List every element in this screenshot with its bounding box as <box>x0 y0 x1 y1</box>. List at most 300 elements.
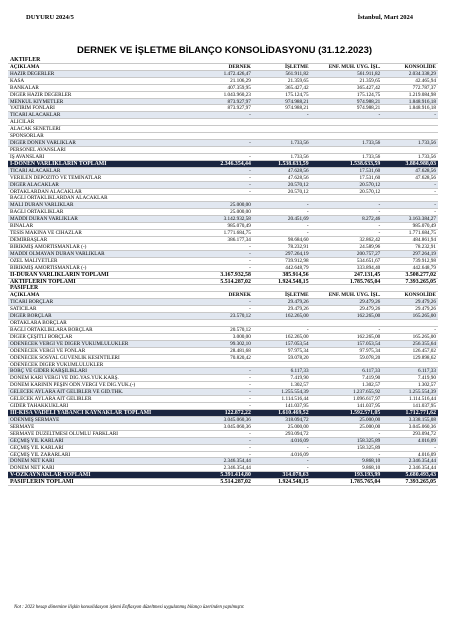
row-label: MALİ DURAN VARLIKLAR <box>10 202 74 209</box>
value-cell: İŞLETME <box>284 63 309 70</box>
value-cell: 7.419,90 <box>362 375 381 382</box>
table-row <box>8 251 438 258</box>
value-cell: - <box>306 230 309 237</box>
value-cell <box>251 126 309 132</box>
value-cell: 20.570,12 <box>287 188 309 195</box>
value-cell: 974.988,21 <box>285 105 309 112</box>
value-cell: 1.733,56 <box>290 140 309 147</box>
value-cell: 873.927,97 <box>227 98 251 105</box>
value-cell: 78.232,91 <box>287 243 309 250</box>
row-label: TİCARİ BORÇLAR <box>10 299 54 306</box>
row-label: BİRİKMİŞ AMORTİSMANLAR (-) <box>10 264 87 271</box>
row-label: MADDİ DURAN VARLIKLAR <box>10 216 78 223</box>
value-cell: 158.325,89 <box>356 444 381 451</box>
table-row <box>8 375 438 382</box>
value-cell: 1.114.516,44 <box>281 396 309 403</box>
value-cell: 297.264,19 <box>285 250 309 257</box>
value-cell: - <box>249 174 251 181</box>
table-row <box>8 223 438 230</box>
value-cell: - <box>434 326 436 333</box>
value-cell <box>380 195 438 201</box>
value-cell: 2.346.354,44 <box>223 458 251 465</box>
value-cell: 25.000,00 <box>230 209 251 216</box>
row-label: SERMAYE DÜZELTMESİ OLUMLU FARKLARI <box>10 430 119 437</box>
table-row <box>8 230 438 237</box>
value-cell: 24.589,96 <box>359 243 381 250</box>
value-cell: - <box>378 202 381 209</box>
value-cell: 974.988,21 <box>356 98 381 105</box>
value-cell: - <box>434 209 436 216</box>
value-cell: - <box>249 153 251 160</box>
table-row <box>8 417 438 424</box>
table-row <box>8 168 438 175</box>
row-label: AÇIKLAMA <box>10 292 40 299</box>
value-cell: 193.193,99 <box>354 472 381 479</box>
value-cell: DERNEK <box>228 292 251 299</box>
value-cell: 21.359,65 <box>287 77 309 84</box>
table-row <box>8 479 438 486</box>
row-label: BİRİKMİŞ AMORTİSMANLAR (-) <box>10 243 87 250</box>
value-cell: 1.610.469,52 <box>278 410 309 417</box>
value-cell: - <box>434 181 436 188</box>
value-cell: 165.265,00 <box>412 313 436 320</box>
value-cell <box>309 57 381 63</box>
value-cell: - <box>249 430 251 437</box>
value-cell: 141.037,95 <box>412 403 436 410</box>
footnote: Not : 2023 hesap dönemine ilişkin konsolidasyon işlemi Enflasyon düzeltmesi uygulanmış bilanço üzerinden yapılmıştır. <box>14 605 245 610</box>
value-cell: 2.346.354,44 <box>220 160 251 167</box>
table-row <box>8 355 438 362</box>
value-cell: 1.237.655,92 <box>353 389 381 396</box>
value-cell: 2.346.354,44 <box>223 465 251 472</box>
value-cell: 6.117,33 <box>418 368 436 375</box>
table-row <box>8 299 438 306</box>
value-cell: 1.733,56 <box>290 153 309 160</box>
value-cell: 32.862,42 <box>359 236 381 243</box>
value-cell: - <box>249 451 251 458</box>
table-row <box>8 320 438 327</box>
value-cell: 122.872,22 <box>224 410 251 417</box>
table-row <box>8 348 438 355</box>
value-cell <box>309 285 381 291</box>
row-label: BORÇ VE GİDER KARŞILIKLARI <box>10 368 87 375</box>
row-label: ÖDENECEK SOSYAL GÜVENLİK KESİNTİLERİ <box>10 354 120 361</box>
value-cell: 2.346.354,44 <box>408 458 436 465</box>
table-row <box>8 92 438 99</box>
row-label: VERİLEN DEPOZİTO VE TEMİNATLAR <box>10 174 102 181</box>
value-cell: - <box>378 112 381 119</box>
value-cell: 297.264,19 <box>412 250 436 257</box>
value-cell: 29.479,26 <box>287 306 309 313</box>
row-label: ALACAK SENETLERİ <box>10 126 61 133</box>
value-cell: 4.016,09 <box>290 437 309 444</box>
value-cell: 1.096.617,97 <box>353 396 381 403</box>
table-row <box>8 147 438 154</box>
row-label: MENKUL KIYMETLER <box>10 98 64 105</box>
value-cell: - <box>249 250 251 257</box>
table-row <box>8 438 438 445</box>
table-row <box>8 362 438 369</box>
value-cell: 247.131,45 <box>354 271 381 278</box>
row-label: SPONSORLAR <box>10 133 44 140</box>
value-cell: 974.988,21 <box>356 105 381 112</box>
row-label: PERSONEL AVANSLARI <box>10 146 66 153</box>
value-cell: 385.914,56 <box>282 271 309 278</box>
value-cell: 25.000,00 <box>230 202 251 209</box>
value-cell: 1.733,56 <box>362 153 381 160</box>
value-cell <box>380 126 438 132</box>
table-row <box>8 396 438 403</box>
value-cell: 29.479,26 <box>415 306 436 313</box>
row-label: DEMİRBAŞLAR <box>10 236 48 243</box>
value-cell <box>185 57 251 63</box>
value-cell: 5.391.414,80 <box>220 472 251 479</box>
value-cell: - <box>378 230 381 237</box>
row-label: PASİFLER <box>10 285 39 292</box>
value-cell <box>251 57 309 63</box>
value-cell: - <box>249 368 251 375</box>
row-label: GELECEK AYLARA AİT GELİRLER VE GİD.THK. <box>10 389 124 396</box>
value-cell: 9.868,10 <box>362 458 381 465</box>
value-cell: 1.538.633,59 <box>278 160 309 167</box>
value-cell: 256.355,64 <box>412 340 436 347</box>
value-cell: 1.848.916,18 <box>408 105 436 112</box>
value-cell: 7.393.265,05 <box>405 479 436 486</box>
table-row <box>8 472 438 479</box>
value-cell: 561.911,82 <box>357 70 381 77</box>
issue-number: DUYURU 2024/5 <box>26 14 74 21</box>
value-cell: 3.045.060,36 <box>223 423 251 430</box>
table-header-row <box>8 64 438 71</box>
value-cell: 3.142.932,58 <box>223 216 251 223</box>
row-label: DÖNEM NET KARI <box>10 465 55 472</box>
value-cell: 5.514.287,02 <box>220 278 251 285</box>
value-cell: KONSOLİDE <box>404 63 436 70</box>
value-cell: 2.034.338,29 <box>408 70 436 77</box>
row-label: İŞ AVANSLARI <box>10 153 45 160</box>
value-cell: 126.457,02 <box>412 347 436 354</box>
value-cell: 1.219.084,98 <box>408 91 436 98</box>
value-cell: 3.338.155,08 <box>408 416 436 423</box>
value-cell: 47.628,56 <box>287 167 309 174</box>
value-cell: 141.037,95 <box>285 403 309 410</box>
value-cell: 25.000,00 <box>359 423 381 430</box>
value-cell: - <box>249 444 251 451</box>
value-cell: 98.684,60 <box>287 236 309 243</box>
table-row <box>8 161 438 168</box>
value-cell: - <box>306 223 309 230</box>
value-cell: - <box>378 209 381 216</box>
row-label: DÖNEM KARI VERGİ VE DİĞ.YAS.YÜK.KARŞ. <box>10 375 119 382</box>
value-cell: - <box>249 375 251 382</box>
table-row <box>8 313 438 320</box>
value-cell: 20.451,69 <box>287 216 309 223</box>
value-cell: - <box>249 181 251 188</box>
table-row <box>8 71 438 78</box>
value-cell: - <box>306 209 309 216</box>
value-cell: 386.177,34 <box>227 236 251 243</box>
value-cell <box>309 133 381 139</box>
row-label: AKTİFLERİN TOPLAMI <box>10 278 76 285</box>
value-cell: - <box>249 140 251 147</box>
value-cell: - <box>306 465 309 472</box>
value-cell: 1.924.548,15 <box>278 479 309 486</box>
value-cell: 442.648,79 <box>285 264 309 271</box>
value-cell: 7.419,90 <box>417 375 436 382</box>
value-cell: 42.465,94 <box>415 77 436 84</box>
value-cell: 17.531,60 <box>359 174 381 181</box>
value-cell: - <box>249 403 251 410</box>
value-cell: 5.680.493,43 <box>405 472 436 479</box>
value-cell: 3.167.932,58 <box>220 271 251 278</box>
table-row <box>8 133 438 140</box>
value-cell: - <box>306 326 309 333</box>
value-cell: 314.078,63 <box>282 472 309 479</box>
value-cell: 1.472.426,47 <box>223 70 251 77</box>
row-label: SATICILAR <box>10 306 37 313</box>
value-cell: 78.232,91 <box>415 243 436 250</box>
row-label: ÖZEL MALİYETLER <box>10 257 58 264</box>
value-cell <box>309 195 381 201</box>
value-cell: - <box>306 444 309 451</box>
value-cell: 1.848.916,18 <box>408 98 436 105</box>
table-row <box>8 306 438 313</box>
value-cell <box>185 126 251 132</box>
value-cell: 25.000,00 <box>359 416 381 423</box>
value-cell <box>309 362 381 368</box>
value-cell: 165.265,00 <box>412 333 436 340</box>
value-cell: - <box>249 389 251 396</box>
value-cell: 561.911,82 <box>285 70 309 77</box>
row-label: BAĞLI ORTAKLIKLARDAN ALACAKLAR <box>10 195 108 202</box>
value-cell: - <box>378 223 381 230</box>
table-row <box>8 195 438 202</box>
value-cell: 21.106,29 <box>230 77 251 84</box>
table-row <box>8 279 438 286</box>
value-cell: 97.975,34 <box>287 347 309 354</box>
value-cell <box>251 362 309 368</box>
value-cell: 873.927,97 <box>227 105 251 112</box>
value-cell: - <box>306 458 309 465</box>
value-cell: 162.265,00 <box>356 313 381 320</box>
value-cell: 7.393.265,05 <box>405 278 436 285</box>
value-cell <box>380 285 438 291</box>
table-row <box>8 403 438 410</box>
value-cell: - <box>249 257 251 264</box>
table-row <box>8 112 438 119</box>
row-label: GEÇMİŞ YIL ZARARLARI <box>10 451 71 458</box>
value-cell: - <box>434 188 436 195</box>
table-row <box>8 334 438 341</box>
value-cell: 3.163.384,27 <box>408 216 436 223</box>
section-header <box>8 57 438 64</box>
value-cell: 3.045.060,36 <box>223 416 251 423</box>
value-cell: - <box>249 112 251 119</box>
value-cell: 365.427,42 <box>285 84 309 91</box>
value-cell: ENF. MUH. UYG. İŞL. <box>328 63 381 70</box>
row-label: BİNALAR <box>10 223 34 230</box>
row-label: GEÇMİŞ YIL KARLARI <box>10 437 64 444</box>
row-label: KASA <box>10 77 25 84</box>
value-cell <box>185 362 251 368</box>
value-cell: 29.479,26 <box>359 306 381 313</box>
value-cell: 158.325,89 <box>356 437 381 444</box>
value-cell: 7.419,90 <box>290 375 309 382</box>
value-cell: 20.570,12 <box>287 181 309 188</box>
value-cell: 4.016,09 <box>417 437 436 444</box>
row-label: AÇIKLAMA <box>10 63 40 70</box>
document-title: DERNEK VE İŞLETME BİLANÇO KONSOLİDASYONU (31.12.2023) <box>76 45 373 56</box>
row-label: ALICILAR <box>10 119 35 126</box>
value-cell: - <box>306 112 309 119</box>
value-cell <box>185 133 251 139</box>
value-cell: 985.070,49 <box>412 223 436 230</box>
row-label: TİCARİ ALACAKLAR <box>10 112 61 119</box>
row-label: PASİFLERİN TOPLAMI <box>10 479 74 486</box>
row-label: BAĞLI ORTAKLIKLAR <box>10 209 64 216</box>
value-cell <box>380 320 438 326</box>
value-cell: - <box>306 202 309 209</box>
row-label: DİĞER BORÇLAR <box>10 313 52 320</box>
table-row <box>8 244 438 251</box>
value-cell <box>251 320 309 326</box>
table-row <box>8 85 438 92</box>
value-cell <box>251 133 309 139</box>
value-cell <box>309 126 381 132</box>
table-row <box>8 327 438 334</box>
value-cell: - <box>249 188 251 195</box>
value-cell: 1.712.771,62 <box>405 410 436 417</box>
value-cell: 1.771.684,75 <box>223 230 251 237</box>
value-cell: 985.070,49 <box>227 223 251 230</box>
value-cell: 162.265,00 <box>285 333 309 340</box>
value-cell <box>309 147 381 153</box>
table-row <box>8 154 438 161</box>
table-row <box>8 368 438 375</box>
value-cell: 1.302,57 <box>417 382 436 389</box>
value-cell: 70.820,42 <box>230 354 251 361</box>
value-cell: 2.346.354,44 <box>408 465 436 472</box>
value-cell: - <box>249 382 251 389</box>
value-cell: 1.302,57 <box>290 382 309 389</box>
value-cell: 9.868,10 <box>362 465 381 472</box>
value-cell: 20.570,12 <box>230 326 251 333</box>
value-cell: 162.265,00 <box>356 333 381 340</box>
row-label: TİCARİ ALACAKLAR <box>10 167 61 174</box>
value-cell: 175.124,75 <box>285 91 309 98</box>
table-row <box>8 445 438 452</box>
value-cell: 157.053,54 <box>285 340 309 347</box>
balance-sheet-table <box>8 57 438 486</box>
value-cell: - <box>249 396 251 403</box>
row-label: II-DURAN VARLIKLARIN TOPLAMI <box>10 271 109 278</box>
value-cell <box>380 57 438 63</box>
value-cell <box>309 320 381 326</box>
value-cell: KONSOLİDE <box>404 292 436 299</box>
value-cell: 293.094,72 <box>285 430 309 437</box>
value-cell: 1.785.765,04 <box>349 278 381 285</box>
table-row <box>8 105 438 112</box>
value-cell: 1.771.684,75 <box>408 230 436 237</box>
value-cell: 162.265,00 <box>285 313 309 320</box>
value-cell: 293.094,72 <box>412 430 436 437</box>
value-cell: - <box>378 430 381 437</box>
table-row <box>8 216 438 223</box>
value-cell: 21.359,65 <box>359 77 381 84</box>
table-row <box>8 389 438 396</box>
row-label: GELECEK AYLARA AİT GELİRLER <box>10 396 92 403</box>
value-cell: 1.302,57 <box>362 382 381 389</box>
value-cell: 23.570,12 <box>230 313 251 320</box>
value-cell: 97.975,34 <box>359 347 381 354</box>
value-cell <box>185 147 251 153</box>
value-cell: 6.117,33 <box>362 368 381 375</box>
row-label: MADDİ OLMAYAN DURAN VARLIKLAR <box>10 250 105 257</box>
row-label: I-DÖNEN VARLIKLARIN TOPLAMI <box>10 160 107 167</box>
value-cell: 28.481,68 <box>230 347 251 354</box>
value-cell: 6.117,33 <box>290 368 309 375</box>
value-cell: ENF. MUH. UYG. İŞL. <box>328 292 381 299</box>
value-cell: 739.912,98 <box>285 257 309 264</box>
value-cell: 3.000,00 <box>232 333 251 340</box>
value-cell: 47.628,56 <box>287 174 309 181</box>
table-row <box>8 382 438 389</box>
value-cell <box>251 147 309 153</box>
value-cell: 365.427,42 <box>356 84 381 91</box>
table-row <box>8 431 438 438</box>
value-cell: 129.898,62 <box>412 354 436 361</box>
location-date: İstanbul, Mart 2024 <box>357 14 413 21</box>
row-label: DÖNEM NET KARI <box>10 458 55 465</box>
table-row <box>8 465 438 472</box>
value-cell: 47.628,56 <box>415 174 436 181</box>
value-cell: 20.570,12 <box>359 181 381 188</box>
value-cell: 157.053,54 <box>356 340 381 347</box>
row-label: ORTAKLARA BORÇLAR <box>10 320 67 326</box>
value-cell: - <box>434 202 436 209</box>
value-cell: 59.078,20 <box>359 354 381 361</box>
table-row <box>8 78 438 85</box>
table-row <box>8 119 438 126</box>
value-cell: 20.570,12 <box>359 188 381 195</box>
row-label: ÖDENECEK VERGİ VE DİĞER YÜKÜMLÜLÜKLER <box>10 340 129 347</box>
table-row <box>8 452 438 459</box>
table-row <box>8 272 438 279</box>
value-cell: 175.124,75 <box>356 91 381 98</box>
row-label: BANKALAR <box>10 84 39 91</box>
value-cell: 1.924.548,15 <box>278 278 309 285</box>
value-cell: - <box>249 167 251 174</box>
value-cell: - <box>434 444 436 451</box>
value-cell: - <box>378 451 381 458</box>
value-cell: 772.787,37 <box>412 84 436 91</box>
row-label: GİDER TAHAKKUKLARI <box>10 403 69 410</box>
value-cell: 4.016,09 <box>417 451 436 458</box>
row-label: ÖDENECEK VERGİ VE FONLAR <box>10 347 86 354</box>
table-header-row <box>8 292 438 299</box>
value-cell <box>380 147 438 153</box>
table-row <box>8 458 438 465</box>
value-cell: 25.000,00 <box>287 423 309 430</box>
value-cell: 484.861,94 <box>412 236 436 243</box>
row-label: DİĞER HAZIR DEĞERLER <box>10 91 72 98</box>
value-cell: 29.479,26 <box>415 299 436 306</box>
value-cell: 29.479,26 <box>359 299 381 306</box>
value-cell: 974.988,21 <box>285 98 309 105</box>
value-cell: 1.592.571,05 <box>349 410 381 417</box>
row-label: YATIRIM FONLARI <box>10 105 55 112</box>
row-label: ÖDENMİŞ SERMAYE <box>10 416 60 423</box>
